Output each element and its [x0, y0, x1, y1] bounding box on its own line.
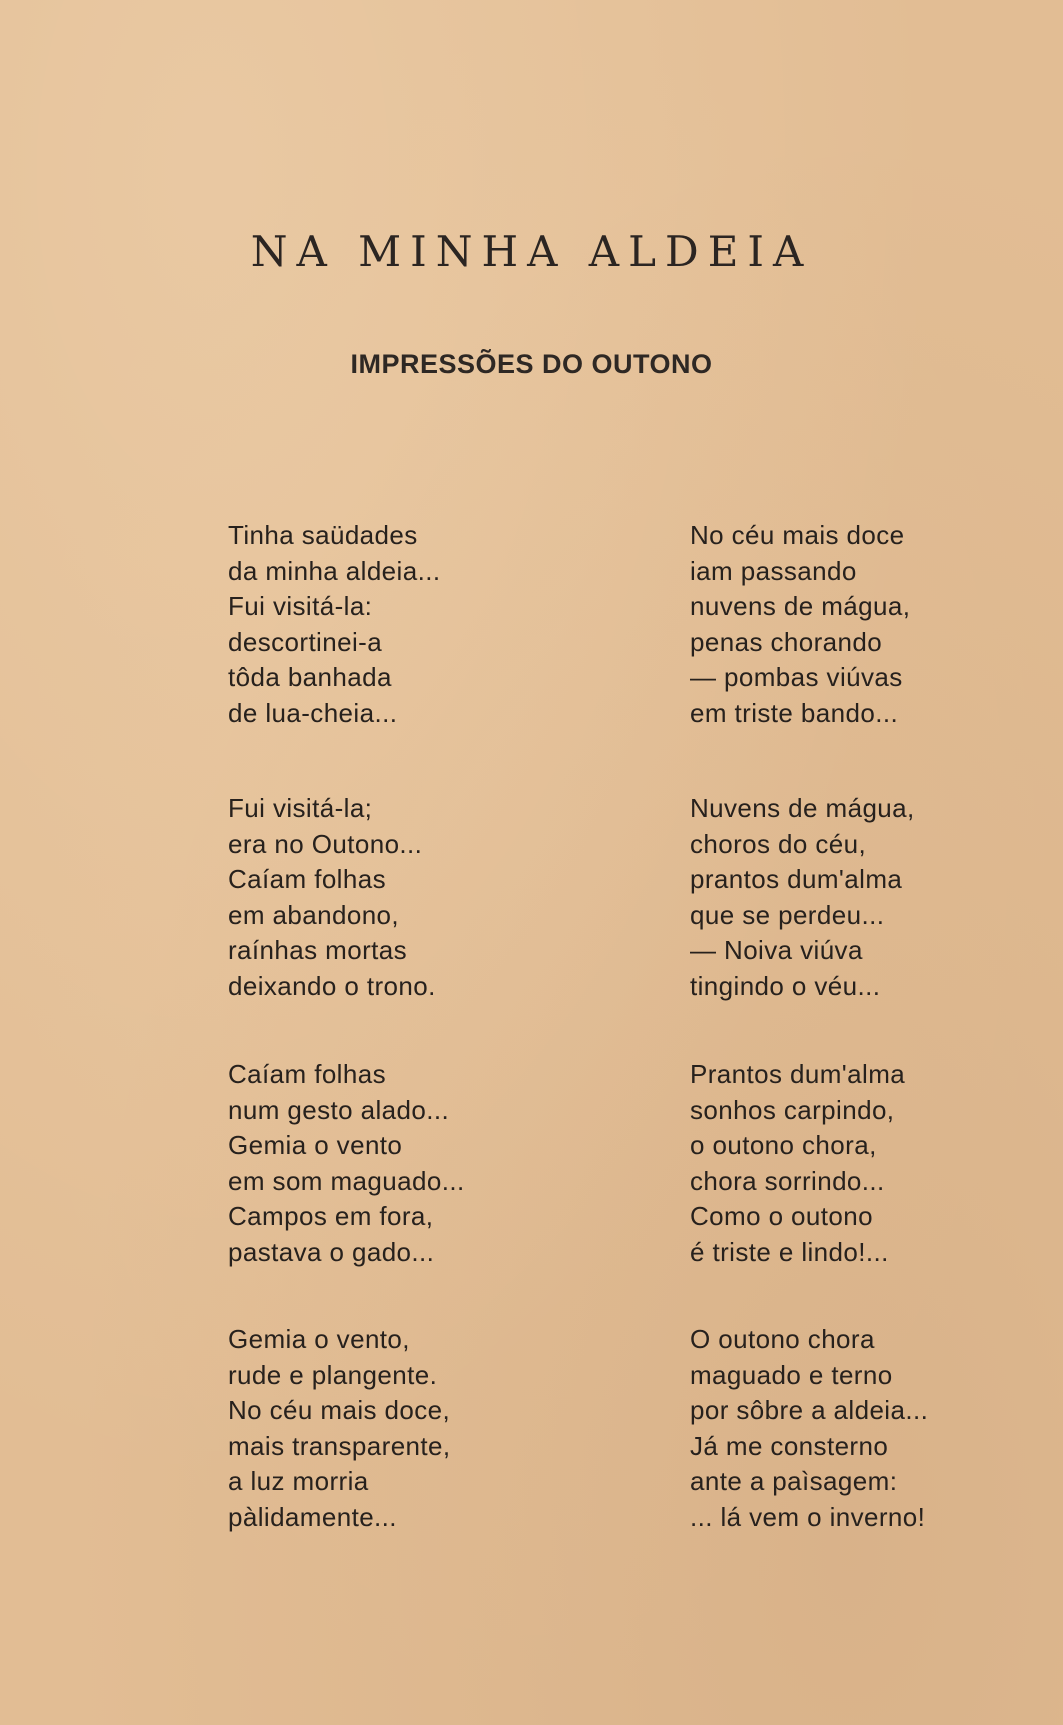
- stanza-8: [690, 1322, 928, 1535]
- stanza-1: [228, 518, 440, 731]
- stanza-line: em triste bando...: [690, 697, 899, 728]
- stanza-line: chora sorrindo...: [690, 1165, 885, 1196]
- stanza-line: Campos em fora,: [228, 1201, 434, 1231]
- stanza-line: que se perdeu...: [690, 899, 885, 930]
- stanza-line: iam passando: [690, 555, 857, 586]
- stanza-5: [228, 1057, 465, 1270]
- stanza-line: O outono chora: [690, 1324, 875, 1354]
- stanza-6: [690, 1057, 905, 1270]
- stanza-line: No céu mais doce,: [228, 1395, 451, 1425]
- stanza-line: Fui visitá-la;: [228, 793, 373, 823]
- stanza-line: por sôbre a aldeia...: [690, 1395, 929, 1425]
- stanza-line: raínhas mortas: [228, 935, 408, 965]
- stanza-line: prantos dum'alma: [690, 864, 903, 894]
- stanza-line: tôda banhada: [228, 662, 392, 692]
- stanza-line: Prantos dum'alma: [690, 1059, 906, 1089]
- stanza-line: Já me consterno: [690, 1430, 889, 1461]
- stanza-3: [228, 791, 436, 1004]
- stanza-line: em som maguado...: [228, 1165, 465, 1196]
- stanza-line: em abandono,: [228, 899, 400, 930]
- stanza-line: descortinei-a: [228, 626, 383, 657]
- stanza-line: Nuvens de mágua,: [690, 793, 915, 823]
- stanza-line: ... lá vem o inverno!: [690, 1501, 926, 1532]
- stanza-line: mais transparente,: [228, 1430, 451, 1461]
- stanza-line: Tinha saüdades: [228, 520, 418, 550]
- stanza-line: tingindo o véu...: [690, 970, 881, 1001]
- stanza-line: deixando o trono.: [228, 970, 436, 1001]
- stanza-line: rude e plangente.: [228, 1359, 438, 1390]
- stanza-line: — Noiva viúva: [690, 935, 863, 965]
- stanza-2: [690, 518, 910, 731]
- stanza-line: ante a paìsagem:: [690, 1466, 898, 1496]
- stanza-line: nuvens de mágua,: [690, 591, 911, 621]
- stanza-line: pàlidamente...: [228, 1501, 397, 1532]
- stanza-line: Caíam folhas: [228, 1059, 386, 1089]
- stanza-line: a luz morria: [228, 1466, 369, 1496]
- stanza-line: No céu mais doce: [690, 520, 905, 550]
- stanza-line: choros do céu,: [690, 828, 867, 859]
- stanza-line: de lua-cheia...: [228, 697, 398, 728]
- stanza-line: pastava o gado...: [228, 1236, 435, 1267]
- stanza-line: maguado e terno: [690, 1359, 893, 1390]
- stanza-7: [228, 1322, 451, 1535]
- poem-subtitle: IMPRESSÕES DO OUTONO: [350, 349, 713, 379]
- stanza-line: Como o outono: [690, 1201, 873, 1231]
- stanza-line: Fui visitá-la:: [228, 591, 373, 621]
- stanza-line: é triste e lindo!...: [690, 1236, 889, 1267]
- stanza-line: Caíam folhas: [228, 864, 386, 894]
- stanza-line: da minha aldeia...: [228, 555, 441, 586]
- stanza-4: [690, 791, 915, 1004]
- poem-title: NA MINHA ALDEIA: [250, 227, 813, 276]
- stanza-line: penas chorando: [690, 626, 883, 657]
- stanza-line: num gesto alado...: [228, 1094, 450, 1125]
- stanza-line: sonhos carpindo,: [690, 1094, 895, 1125]
- stanza-line: Gemia o vento,: [228, 1324, 410, 1354]
- stanza-line: Gemia o vento: [228, 1130, 403, 1160]
- stanza-line: era no Outono...: [228, 828, 423, 859]
- stanza-line: o outono chora,: [690, 1130, 877, 1160]
- stanza-line: — pombas viúvas: [690, 662, 903, 692]
